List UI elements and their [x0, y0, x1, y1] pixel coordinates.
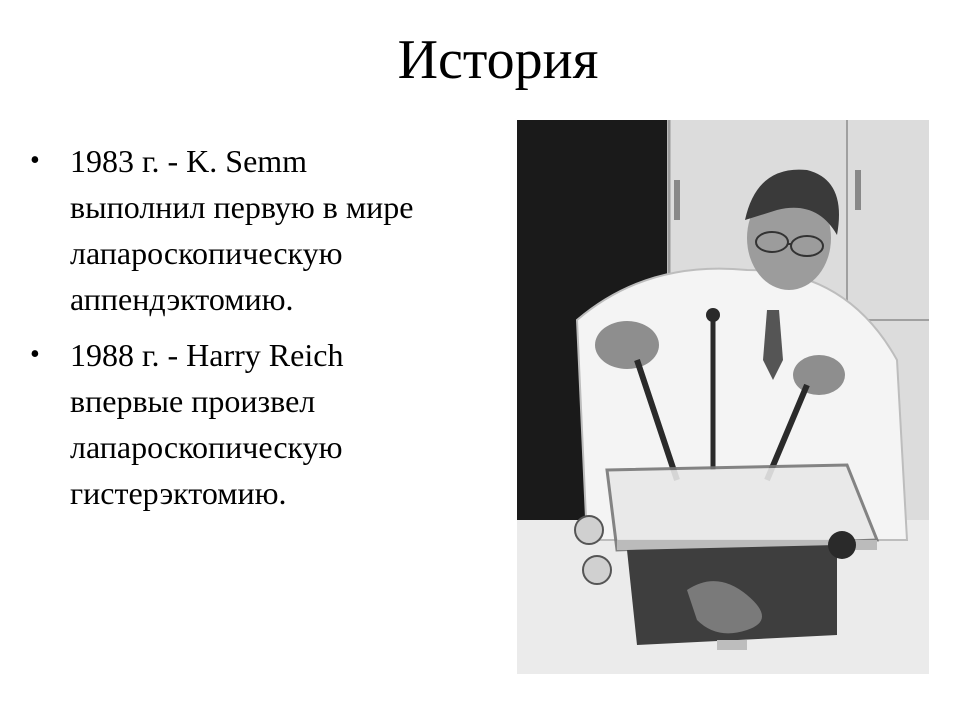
historical-photo — [517, 120, 929, 674]
photo-illustration — [517, 120, 929, 674]
bullet-marker: • — [30, 339, 40, 370]
bullet-text-1988: 1988 г. - Harry Reich впервые произвел лапароскопическую гистерэктомию. — [70, 337, 344, 511]
bullet-text-1983: 1983 г. - K. Semm выполнил первую в мире лапароскопическую аппендэктомию. — [70, 143, 414, 317]
bullet-item-1983 — [30, 138, 490, 322]
bullet-item-1988 — [30, 332, 490, 516]
bullet-list — [30, 138, 490, 526]
bullet-marker: • — [30, 145, 40, 176]
slide-title: История — [397, 29, 599, 91]
